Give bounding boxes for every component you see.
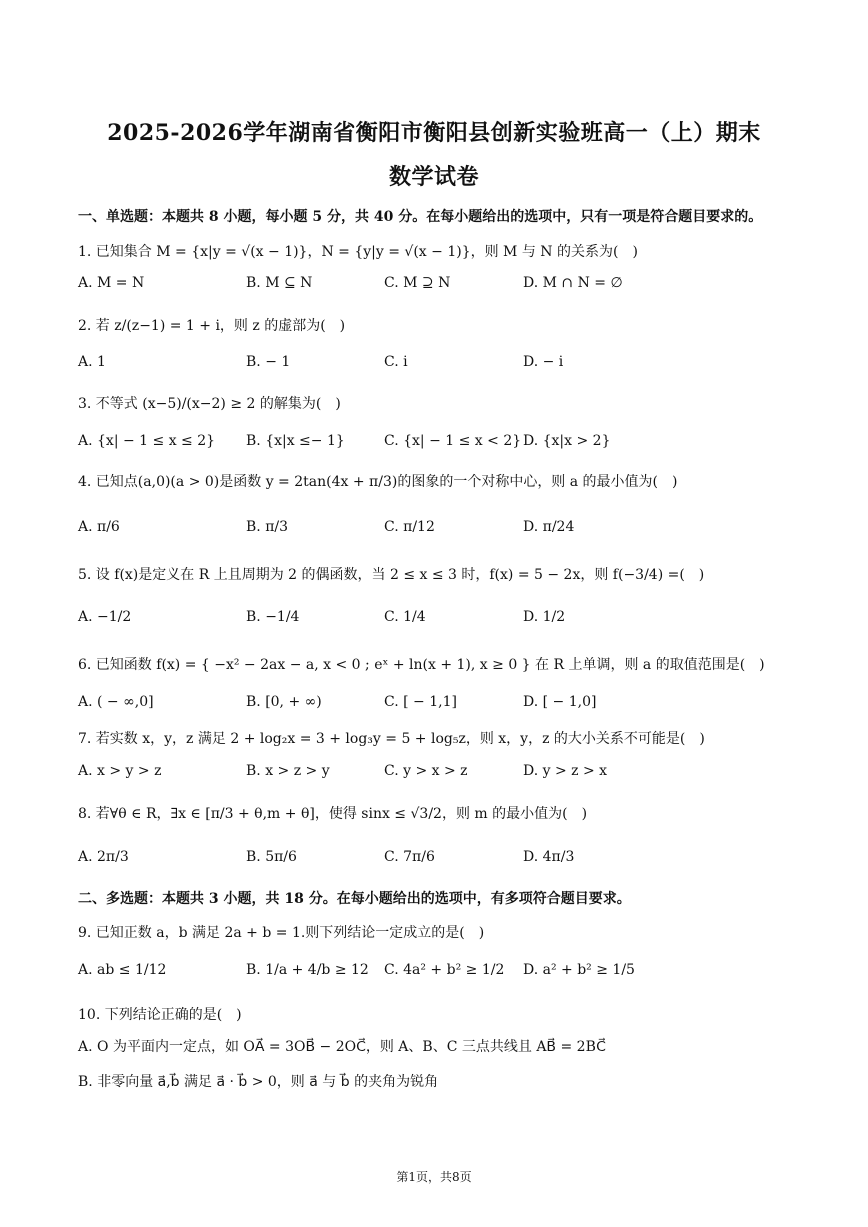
option-c: C. {x| − 1 ≤ x < 2} xyxy=(384,433,522,449)
option-b: B. x > z > y xyxy=(246,763,330,779)
question-9-options xyxy=(78,962,798,984)
question-5-stem: 5. 设 f(x)是定义在 R 上且周期为 2 的偶函数，当 2 ≤ x ≤ 3 时，f(x) = 5 − 2x，则 f(−3/4) =( ) xyxy=(78,567,705,583)
question-5-options xyxy=(78,609,798,631)
question-8-options xyxy=(78,849,798,871)
option-d: D. π/24 xyxy=(523,519,575,535)
option-a: A. ( − ∞,0] xyxy=(78,694,154,710)
option-b: B. {x|x ≤− 1} xyxy=(246,433,345,449)
option-a: A. x > y > z xyxy=(78,763,162,779)
option-a: A. {x| − 1 ≤ x ≤ 2} xyxy=(78,433,216,449)
option-d: D. M ∩ N = ∅ xyxy=(523,275,623,291)
section-heading-multiple-choice: 二、多选题：本题共 3 小题，共 18 分。在每小题给出的选项中，有多项符合题目要求。 xyxy=(78,891,631,907)
option-b: B. −1/4 xyxy=(246,609,300,625)
question-4-stem: 4. 已知点(a,0)(a > 0)是函数 y = 2tan(4x + π/3)的图象的一个对称中心，则 a 的最小值为( ) xyxy=(78,474,678,490)
exam-title-line1: 2025-2026学年湖南省衡阳市衡阳县创新实验班高一（上）期末 xyxy=(107,120,761,146)
option-c: C. i xyxy=(384,354,408,370)
option-a: A. −1/2 xyxy=(78,609,132,625)
option-b: B. [0, + ∞) xyxy=(246,694,322,710)
question-10-option-b: B. 非零向量 a⃗,b⃗ 满足 a⃗ · b⃗ > 0，则 a⃗ 与 b⃗ 的夹角为锐角 xyxy=(78,1074,439,1090)
option-c: C. M ⊇ N xyxy=(384,275,451,291)
option-b: B. π/3 xyxy=(246,519,289,535)
option-a: A. 1 xyxy=(78,354,106,370)
exam-title-line2: 数学试卷 xyxy=(388,164,479,190)
option-a: A. M = N xyxy=(78,275,145,291)
option-d: D. a² + b² ≥ 1/5 xyxy=(523,962,635,978)
option-c: C. 4a² + b² ≥ 1/2 xyxy=(384,962,505,978)
question-10-stem: 10. 下列结论正确的是( ) xyxy=(78,1007,242,1023)
option-b: B. 5π/6 xyxy=(246,849,297,865)
option-b: B. − 1 xyxy=(246,354,291,370)
option-d: D. y > z > x xyxy=(523,763,608,779)
question-1-stem: 1. 已知集合 M = {x|y = √(x − 1)}，N = {y|y = √(x − 1)}，则 M 与 N 的关系为( ) xyxy=(78,244,638,260)
option-c: C. [ − 1,1] xyxy=(384,694,457,710)
option-d: D. [ − 1,0] xyxy=(523,694,597,710)
question-3-stem: 3. 不等式 (x−5)/(x−2) ≥ 2 的解集为( ) xyxy=(78,396,341,412)
question-3-options xyxy=(78,433,798,455)
question-9-stem: 9. 已知正数 a，b 满足 2a + b = 1.则下列结论一定成立的是( ) xyxy=(78,925,485,941)
option-a: A. 2π/3 xyxy=(78,849,129,865)
question-1-options xyxy=(78,275,798,297)
section-heading-single-choice: 一、单选题：本题共 8 小题，每小题 5 分，共 40 分。在每小题给出的选项中，只有一项是符合题目要求的。 xyxy=(78,209,763,225)
option-a: A. π/6 xyxy=(78,519,120,535)
option-d: D. 4π/3 xyxy=(523,849,575,865)
question-6-options xyxy=(78,694,798,716)
option-d: D. 1/2 xyxy=(523,609,566,625)
option-a: A. ab ≤ 1/12 xyxy=(78,962,167,978)
option-c: C. 7π/6 xyxy=(384,849,435,865)
option-c: C. 1/4 xyxy=(384,609,426,625)
option-c: C. π/12 xyxy=(384,519,435,535)
question-2-options xyxy=(78,354,798,376)
option-d: D. − i xyxy=(523,354,564,370)
question-7-options xyxy=(78,763,798,785)
question-4-options xyxy=(78,519,798,541)
option-b: B. 1/a + 4/b ≥ 12 xyxy=(246,962,369,978)
question-2-stem: 2. 若 z/(z−1) = 1 + i，则 z 的虚部为( ) xyxy=(78,318,346,334)
page-footer: 第1页，共8页 xyxy=(396,1170,472,1184)
option-d: D. {x|x > 2} xyxy=(523,433,611,449)
option-b: B. M ⊆ N xyxy=(246,275,313,291)
question-8-stem: 8. 若∀θ ∈ R，∃x ∈ [π/3 + θ,m + θ]，使得 sinx ≤ √3/2，则 m 的最小值为( ) xyxy=(78,806,588,822)
question-6-stem: 6. 已知函数 f(x) = { −x² − 2ax − a, x < 0 ; eˣ + ln(x + 1), x ≥ 0 } 在 R 上单调，则 a 的取值范围是( ) xyxy=(78,657,765,673)
question-7-stem: 7. 若实数 x，y，z 满足 2 + log₂x = 3 + log₃y = 5 + log₅z，则 x，y，z 的大小关系不可能是( ) xyxy=(78,731,705,747)
option-c: C. y > x > z xyxy=(384,763,468,779)
question-10-option-a: A. O 为平面内一定点，如 OA⃗ = 3OB⃗ − 2OC⃗，则 A、B、C 三点共线且 AB⃗ = 2BC⃗ xyxy=(78,1039,606,1055)
